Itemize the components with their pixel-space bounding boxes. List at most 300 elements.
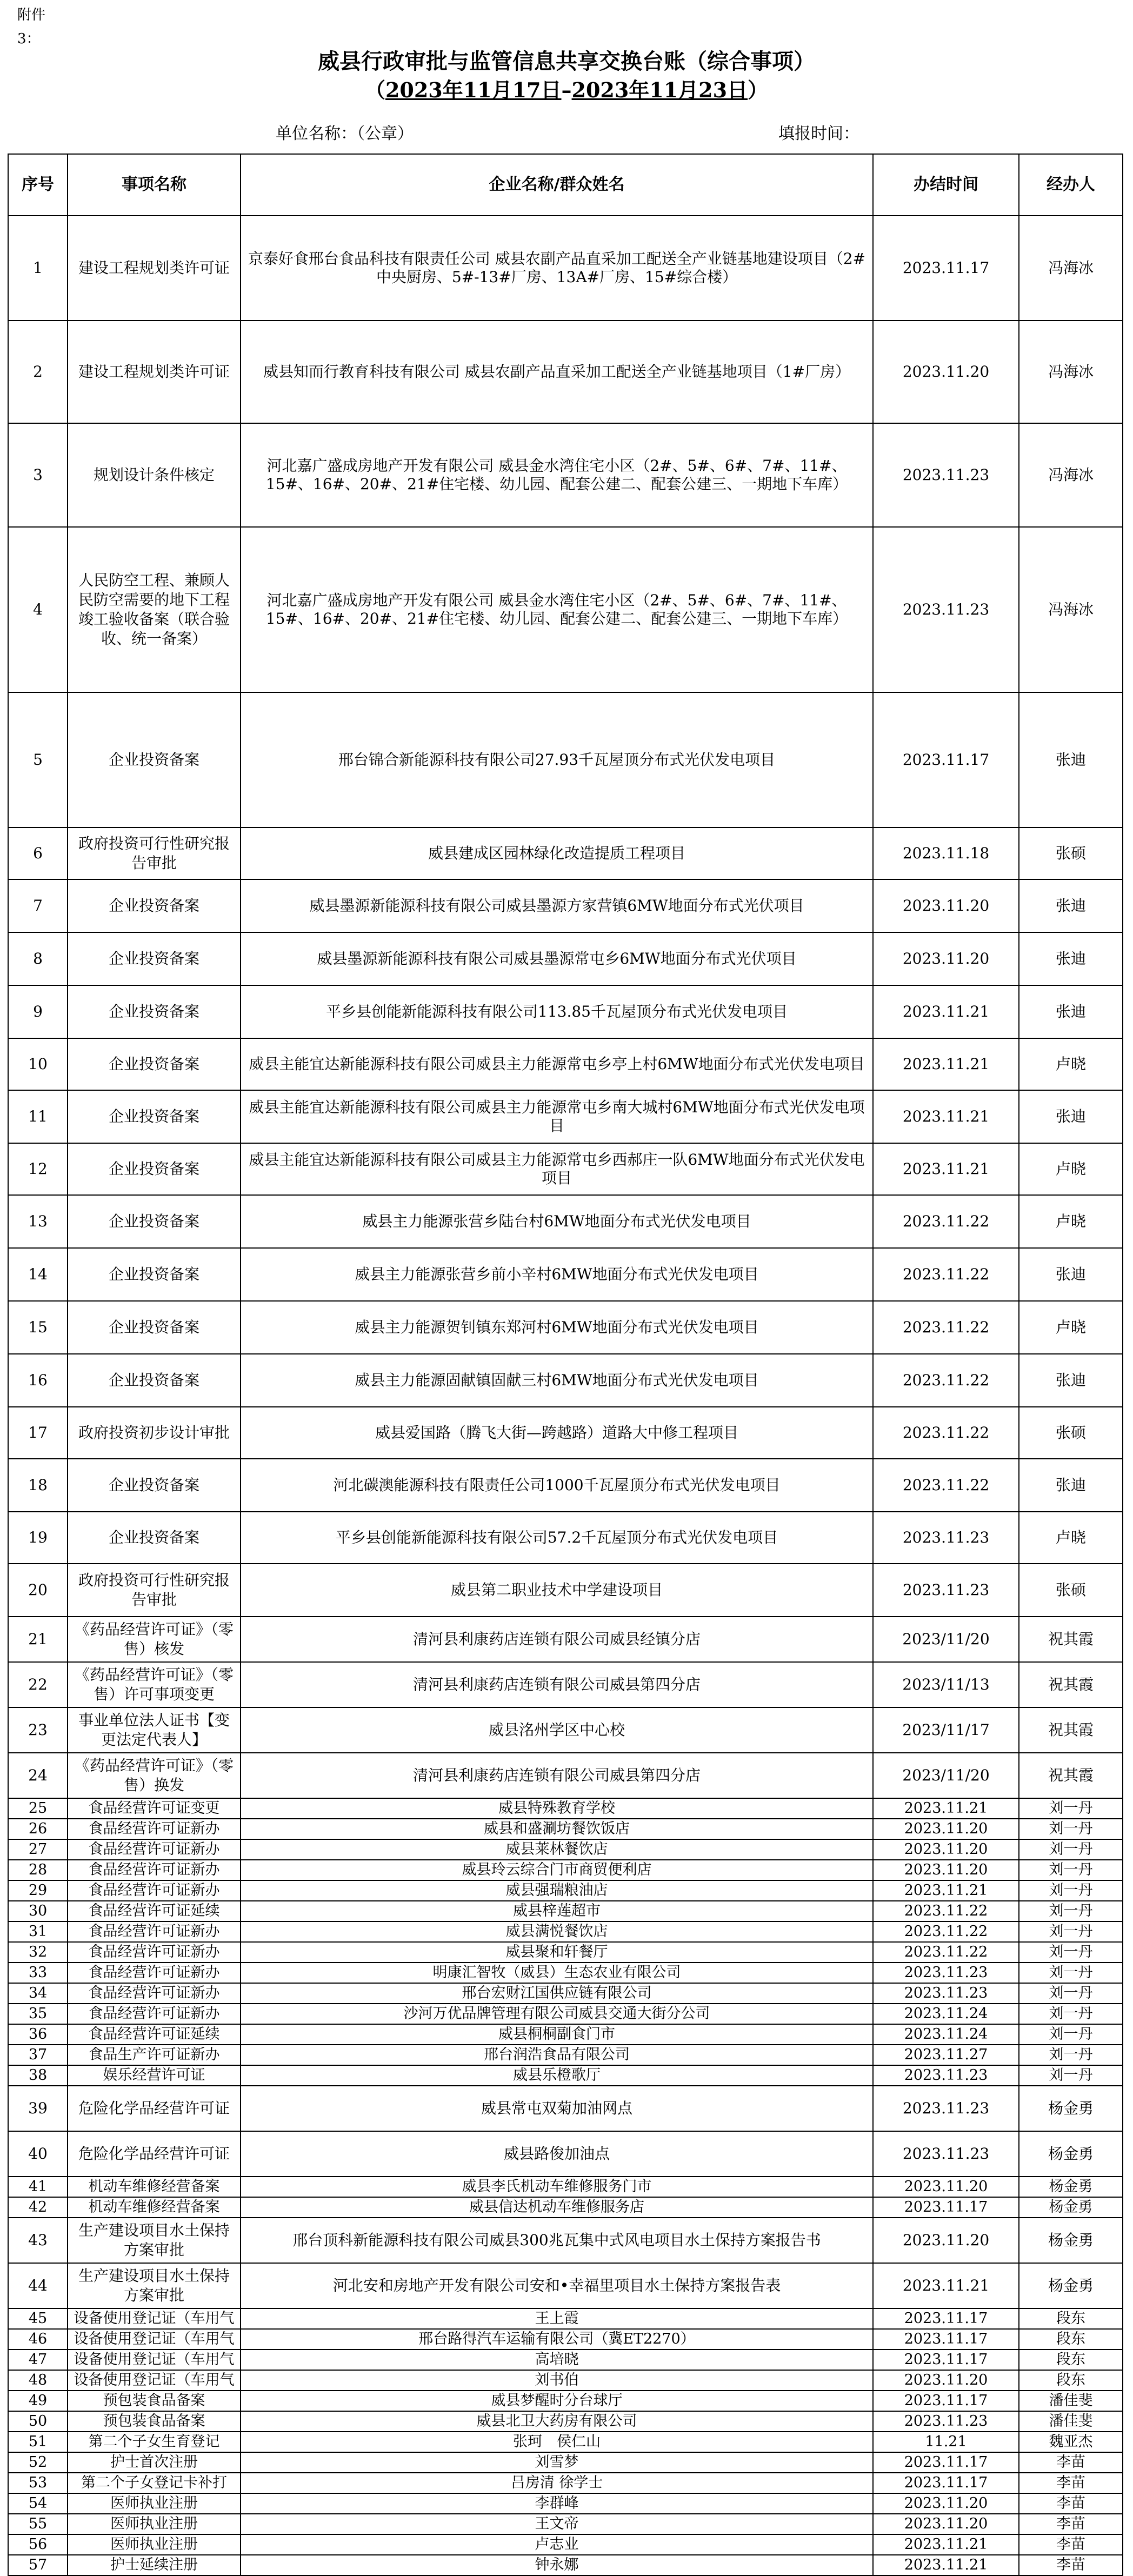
row-handler: 祝其霞 [1019,1662,1123,1707]
row-number: 4 [8,527,68,692]
row-completion-date: 2023.11.22 [873,1407,1019,1459]
table-row [8,985,1123,1038]
document-title: 威县行政审批与监管信息共享交换台账（综合事项） [318,49,815,74]
row-completion-date: 2023.11.23 [873,2131,1019,2177]
row-item-name: 危险化学品经营许可证 [68,2131,241,2177]
row-item-name: 食品经营许可证延续 [68,2024,241,2045]
row-number: 40 [8,2131,68,2177]
row-completion-date: 2023.11.20 [873,2370,1019,2391]
row-handler: 祝其霞 [1019,1753,1123,1798]
row-completion-date: 2023.11.21 [873,2534,1019,2555]
row-item-name: 政府投资初步设计审批 [68,1407,241,1459]
row-item-name: 规划设计条件核定 [68,423,241,527]
row-entity-name: 威县主力能源贺钊镇东郑河村6MW地面分布式光伏发电项目 [241,1301,873,1354]
row-number: 47 [8,2350,68,2370]
row-item-name: 食品经营许可证新办 [68,1942,241,1963]
row-entity-name: 王上霞 [241,2308,873,2329]
header-no: 序号 [8,154,68,216]
row-entity-name: 高培晓 [241,2350,873,2370]
table-row [8,1901,1123,1921]
row-item-name: 企业投资备案 [68,1459,241,1512]
row-item-name: 企业投资备案 [68,932,241,985]
row-handler: 卢晓 [1019,1512,1123,1564]
row-handler: 潘佳斐 [1019,2391,1123,2411]
table-row [8,2197,1123,2218]
row-handler: 卢晓 [1019,1143,1123,1195]
row-entity-name: 李群峰 [241,2493,873,2514]
row-completion-date: 2023/11/20 [873,1617,1019,1662]
row-item-name: 政府投资可行性研究报告审批 [68,1564,241,1617]
row-item-name: 食品经营许可证新办 [68,1819,241,1839]
row-number: 26 [8,1819,68,1839]
row-number: 36 [8,2024,68,2045]
row-entity-name: 吕房清 徐学士 [241,2473,873,2493]
row-number: 39 [8,2086,68,2131]
row-handler: 张迪 [1019,1459,1123,1512]
row-item-name: 食品经营许可证新办 [68,2004,241,2024]
row-handler: 冯海冰 [1019,321,1123,423]
table-row [8,2045,1123,2065]
row-number: 19 [8,1512,68,1564]
row-completion-date: 2023.11.20 [873,879,1019,932]
row-handler: 刘一丹 [1019,1921,1123,1942]
row-number: 10 [8,1038,68,1090]
row-handler: 刘一丹 [1019,2045,1123,2065]
header-date: 办结时间 [873,154,1019,216]
row-entity-name: 威县路俊加油点 [241,2131,873,2177]
table-row [8,1860,1123,1880]
row-completion-date: 2023.11.23 [873,423,1019,527]
row-item-name: 企业投资备案 [68,985,241,1038]
row-number: 12 [8,1143,68,1195]
table-row [8,1753,1123,1798]
row-item-name: 食品经营许可证新办 [68,1983,241,2004]
row-number: 1 [8,216,68,321]
table-row [8,2065,1123,2086]
row-number: 29 [8,1880,68,1901]
row-completion-date: 2023.11.21 [873,985,1019,1038]
table-row [8,1707,1123,1753]
row-number: 6 [8,827,68,879]
row-handler: 刘一丹 [1019,1860,1123,1880]
row-handler: 卢晓 [1019,1195,1123,1248]
row-entity-name: 威县特殊教育学校 [241,1798,873,1819]
table-row [8,1143,1123,1195]
row-completion-date: 2023.11.21 [873,1798,1019,1819]
table-row [8,2329,1123,2350]
table-row [8,1983,1123,2004]
row-completion-date: 2023.11.17 [873,2308,1019,2329]
row-number: 9 [8,985,68,1038]
row-number: 28 [8,1860,68,1880]
row-number: 38 [8,2065,68,2086]
row-completion-date: 2023.11.21 [873,1038,1019,1090]
row-completion-date: 2023/11/20 [873,1753,1019,1798]
table-row [8,1301,1123,1354]
row-entity-name: 威县李氏机动车维修服务门市 [241,2177,873,2197]
row-entity-name: 张珂 侯仁山 [241,2432,873,2452]
row-handler: 冯海冰 [1019,216,1123,321]
table-row [8,1839,1123,1860]
row-completion-date: 2023.11.23 [873,1512,1019,1564]
row-item-name: 企业投资备案 [68,1512,241,1564]
row-handler: 刘一丹 [1019,1942,1123,1963]
row-handler: 潘佳斐 [1019,2411,1123,2432]
table-row [8,1921,1123,1942]
row-item-name: 企业投资备案 [68,1354,241,1407]
table-row [8,879,1123,932]
row-number: 48 [8,2370,68,2391]
row-completion-date: 11.21 [873,2432,1019,2452]
row-number: 54 [8,2493,68,2514]
row-item-name: 娱乐经营许可证 [68,2065,241,2086]
row-number: 24 [8,1753,68,1798]
row-handler: 杨金勇 [1019,2263,1123,2308]
row-completion-date: 2023.11.17 [873,2473,1019,2493]
row-entity-name: 河北嘉广盛成房地产开发有限公司 威县金水湾住宅小区（2#、5#、6#、7#、11#、15#、16#、20#、21#住宅楼、幼儿园、配套公建二、配套公建三、一期地下车库） [241,423,873,527]
row-entity-name: 威县聚和轩餐厅 [241,1942,873,1963]
table-row [8,2411,1123,2432]
row-number: 43 [8,2218,68,2263]
row-item-name: 食品经营许可证新办 [68,1880,241,1901]
row-entity-name: 明康汇智牧（威县）生态农业有限公司 [241,1963,873,1983]
row-number: 56 [8,2534,68,2555]
table-row [8,2432,1123,2452]
row-entity-name: 平乡县创能新能源科技有限公司113.85千瓦屋顶分布式光伏发电项目 [241,985,873,1038]
table-row [8,1564,1123,1617]
header-handler: 经办人 [1019,154,1123,216]
row-handler: 张硕 [1019,827,1123,879]
row-number: 20 [8,1564,68,1617]
row-number: 18 [8,1459,68,1512]
row-handler: 张迪 [1019,985,1123,1038]
row-entity-name: 威县玲云综合门市商贸便利店 [241,1860,873,1880]
row-entity-name: 威县墨源新能源科技有限公司威县墨源常屯乡6MW地面分布式光伏项目 [241,932,873,985]
row-completion-date: 2023.11.23 [873,1564,1019,1617]
row-item-name: 护士延续注册 [68,2555,241,2575]
row-handler: 冯海冰 [1019,527,1123,692]
table-row [8,2514,1123,2534]
row-completion-date: 2023.11.22 [873,1942,1019,1963]
row-completion-date: 2023.11.22 [873,1901,1019,1921]
row-number: 31 [8,1921,68,1942]
row-entity-name: 威县莱林餐饮店 [241,1839,873,1860]
row-handler: 祝其霞 [1019,1707,1123,1753]
row-number: 23 [8,1707,68,1753]
row-number: 34 [8,1983,68,2004]
row-number: 57 [8,2555,68,2575]
row-number: 16 [8,1354,68,1407]
row-number: 53 [8,2473,68,2493]
row-entity-name: 邢台路得汽车运输有限公司（冀ET2270） [241,2329,873,2350]
fill-time-label: 填报时间： [778,124,859,143]
row-handler: 段东 [1019,2350,1123,2370]
table-header-row [8,154,1123,216]
row-item-name: 食品经营许可证新办 [68,1921,241,1942]
row-entity-name: 威县主力能源固献镇固献三村6MW地面分布式光伏发电项目 [241,1354,873,1407]
row-item-name: 机动车维修经营备案 [68,2197,241,2218]
row-completion-date: 2023.11.24 [873,2004,1019,2024]
row-item-name: 机动车维修经营备案 [68,2177,241,2197]
row-completion-date: 2023.11.21 [873,2263,1019,2308]
row-completion-date: 2023.11.23 [873,2411,1019,2432]
row-number: 49 [8,2391,68,2411]
row-item-name: 食品经营许可证新办 [68,1963,241,1983]
row-entity-name: 京泰好食邢台食品科技有限责任公司 威县农副产品直采加工配送全产业链基地建设项目（2#中央厨房、5#-13#厂房、13A#厂房、15#综合楼） [241,216,873,321]
row-completion-date: 2023.11.21 [873,1143,1019,1195]
row-entity-name: 威县主力能源张营乡前小辛村6MW地面分布式光伏发电项目 [241,1248,873,1301]
row-handler: 刘一丹 [1019,1983,1123,2004]
row-number: 32 [8,1942,68,1963]
row-completion-date: 2023.11.21 [873,1090,1019,1143]
table-row [8,2024,1123,2045]
row-handler: 张迪 [1019,692,1123,827]
row-number: 44 [8,2263,68,2308]
row-entity-name: 威县信达机动车维修服务店 [241,2197,873,2218]
table-row [8,2263,1123,2308]
row-handler: 李苗 [1019,2514,1123,2534]
row-item-name: 《药品经营许可证》（零售）换发 [68,1753,241,1798]
row-handler: 段东 [1019,2370,1123,2391]
table-row [8,1963,1123,1983]
row-handler: 李苗 [1019,2452,1123,2473]
row-handler: 刘一丹 [1019,2024,1123,2045]
table-row [8,216,1123,321]
row-number: 35 [8,2004,68,2024]
row-entity-name: 平乡县创能新能源科技有限公司57.2千瓦屋顶分布式光伏发电项目 [241,1512,873,1564]
row-handler: 刘一丹 [1019,1798,1123,1819]
table-row [8,2086,1123,2131]
table-row [8,932,1123,985]
row-number: 5 [8,692,68,827]
row-handler: 杨金勇 [1019,2131,1123,2177]
date-range: （2023年11月17日–2023年11月23日） [364,78,769,102]
row-entity-name: 清河县利康药店连锁有限公司威县第四分店 [241,1662,873,1707]
table-row [8,1942,1123,1963]
row-handler: 段东 [1019,2308,1123,2329]
row-item-name: 医师执业注册 [68,2534,241,2555]
row-completion-date: 2023/11/13 [873,1662,1019,1707]
table-row [8,527,1123,692]
table-row [8,1512,1123,1564]
row-completion-date: 2023.11.17 [873,2452,1019,2473]
row-number: 13 [8,1195,68,1248]
row-completion-date: 2023.11.20 [873,321,1019,423]
row-number: 11 [8,1090,68,1143]
row-number: 50 [8,2411,68,2432]
row-entity-name: 邢台顶科新能源科技有限公司威县300兆瓦集中式风电项目水土保持方案报告书 [241,2218,873,2263]
row-entity-name: 威县洺州学区中心校 [241,1707,873,1753]
row-handler: 张硕 [1019,1407,1123,1459]
row-entity-name: 河北嘉广盛成房地产开发有限公司 威县金水湾住宅小区（2#、5#、6#、7#、11#、15#、16#、20#、21#住宅楼、幼儿园、配套公建二、配套公建三、一期地下车库） [241,527,873,692]
row-number: 41 [8,2177,68,2197]
row-item-name: 设备使用登记证（车用气 [68,2308,241,2329]
row-entity-name: 威县爱国路（腾飞大街—跨越路）道路大中修工程项目 [241,1407,873,1459]
row-number: 7 [8,879,68,932]
row-item-name: 企业投资备案 [68,1301,241,1354]
row-entity-name: 邢台宏财江国供应链有限公司 [241,1983,873,2004]
row-item-name: 企业投资备案 [68,1248,241,1301]
row-entity-name: 威县知而行教育科技有限公司 威县农副产品直采加工配送全产业链基地项目（1#厂房） [241,321,873,423]
row-handler: 刘一丹 [1019,2004,1123,2024]
table-body [8,216,1123,2575]
row-handler: 李苗 [1019,2534,1123,2555]
row-completion-date: 2023.11.23 [873,1983,1019,2004]
table-row [8,1662,1123,1707]
row-completion-date: 2023.11.20 [873,1819,1019,1839]
row-completion-date: 2023.11.21 [873,1880,1019,1901]
row-handler: 张迪 [1019,1248,1123,1301]
row-item-name: 政府投资可行性研究报告审批 [68,827,241,879]
row-item-name: 《药品经营许可证》（零售）核发 [68,1617,241,1662]
attachment-label: 附件3： [17,7,46,47]
row-entity-name: 威县桐桐副食门市 [241,2024,873,2045]
table-row [8,1459,1123,1512]
row-entity-name: 威县梓莲超市 [241,1901,873,1921]
row-handler: 刘一丹 [1019,1819,1123,1839]
row-item-name: 生产建设项目水土保持方案审批 [68,2263,241,2308]
row-entity-name: 沙河万优品牌管理有限公司威县交通大街分公司 [241,2004,873,2024]
table-row [8,2473,1123,2493]
row-number: 25 [8,1798,68,1819]
row-completion-date: 2023.11.27 [873,2045,1019,2065]
row-item-name: 企业投资备案 [68,1090,241,1143]
row-completion-date: 2023.11.22 [873,1301,1019,1354]
table-row [8,1617,1123,1662]
row-number: 3 [8,423,68,527]
row-handler: 刘一丹 [1019,2065,1123,2086]
row-entity-name: 清河县利康药店连锁有限公司威县第四分店 [241,1753,873,1798]
row-completion-date: 2023.11.24 [873,2024,1019,2045]
table-row [8,1880,1123,1901]
row-item-name: 设备使用登记证（车用气 [68,2350,241,2370]
row-completion-date: 2023.11.23 [873,2065,1019,2086]
row-entity-name: 河北碳澳能源科技有限责任公司1000千瓦屋顶分布式光伏发电项目 [241,1459,873,1512]
row-number: 37 [8,2045,68,2065]
row-completion-date: 2023.11.18 [873,827,1019,879]
table-row [8,2350,1123,2370]
table-row [8,2308,1123,2329]
row-completion-date: 2023.11.21 [873,2555,1019,2575]
row-number: 21 [8,1617,68,1662]
header-name: 企业名称/群众姓名 [241,154,873,216]
row-completion-date: 2023.11.20 [873,932,1019,985]
row-handler: 冯海冰 [1019,423,1123,527]
row-handler: 张迪 [1019,1354,1123,1407]
row-completion-date: 2023.11.20 [873,2177,1019,2197]
row-item-name: 企业投资备案 [68,879,241,932]
ledger-table [8,154,1123,2576]
row-completion-date: 2023.11.22 [873,1195,1019,1248]
row-handler: 杨金勇 [1019,2197,1123,2218]
row-completion-date: 2023.11.17 [873,692,1019,827]
row-item-name: 企业投资备案 [68,1195,241,1248]
row-completion-date: 2023.11.22 [873,1248,1019,1301]
table-row [8,2452,1123,2473]
table-row [8,1798,1123,1819]
row-handler: 张迪 [1019,1090,1123,1143]
row-item-name: 企业投资备案 [68,1038,241,1090]
row-entity-name: 威县梦醒时分台球厅 [241,2391,873,2411]
row-entity-name: 威县满悦餐饮店 [241,1921,873,1942]
row-completion-date: 2023.11.17 [873,216,1019,321]
row-entity-name: 威县主能宜达新能源科技有限公司威县主力能源常屯乡西郝庄一队6MW地面分布式光伏发电项目 [241,1143,873,1195]
row-handler: 李苗 [1019,2555,1123,2575]
row-handler: 张硕 [1019,1564,1123,1617]
row-item-name: 危险化学品经营许可证 [68,2086,241,2131]
table-row [8,2177,1123,2197]
row-item-name: 建设工程规划类许可证 [68,321,241,423]
row-number: 45 [8,2308,68,2329]
table-row [8,1819,1123,1839]
row-completion-date: 2023.11.20 [873,1860,1019,1880]
row-entity-name: 威县主力能源张营乡陆台村6MW地面分布式光伏发电项目 [241,1195,873,1248]
row-item-name: 第二个子女登记卡补打 [68,2473,241,2493]
row-handler: 张迪 [1019,932,1123,985]
row-completion-date: 2023.11.22 [873,1354,1019,1407]
row-item-name: 食品经营许可证变更 [68,1798,241,1819]
row-completion-date: 2023.11.23 [873,527,1019,692]
row-entity-name: 威县常屯双菊加油网点 [241,2086,873,2131]
table-row [8,827,1123,879]
row-item-name: 人民防空工程、兼顾人民防空需要的地下工程竣工验收备案（联合验收、统一备案） [68,527,241,692]
row-handler: 张迪 [1019,879,1123,932]
row-entity-name: 威县强瑞粮油店 [241,1880,873,1901]
unit-name-label: 单位名称：（公章） [276,124,414,143]
row-item-name: 《药品经营许可证》（零售）许可事项变更 [68,1662,241,1707]
row-number: 8 [8,932,68,985]
table-row [8,2493,1123,2514]
row-number: 46 [8,2329,68,2350]
table-row [8,1354,1123,1407]
date-start: 2023年11月17日 [385,78,562,102]
row-completion-date: 2023.11.20 [873,2493,1019,2514]
row-entity-name: 威县墨源新能源科技有限公司威县墨源方家营镇6MW地面分布式光伏项目 [241,879,873,932]
row-item-name: 食品生产许可证新办 [68,2045,241,2065]
row-completion-date: 2023.11.23 [873,1963,1019,1983]
row-entity-name: 河北安和房地产开发有限公司安和•幸福里项目水土保持方案报告表 [241,2263,873,2308]
table-row [8,2391,1123,2411]
table-row [8,692,1123,827]
row-completion-date: 2023.11.20 [873,2218,1019,2263]
row-entity-name: 王文帝 [241,2514,873,2534]
table-row [8,2004,1123,2024]
row-number: 52 [8,2452,68,2473]
row-number: 27 [8,1839,68,1860]
row-handler: 段东 [1019,2329,1123,2350]
table-row [8,321,1123,423]
table-row [8,1248,1123,1301]
row-completion-date: 2023.11.17 [873,2391,1019,2411]
table-row [8,2370,1123,2391]
row-completion-date: 2023.11.17 [873,2197,1019,2218]
row-handler: 杨金勇 [1019,2177,1123,2197]
row-completion-date: 2023.11.17 [873,2350,1019,2370]
row-number: 42 [8,2197,68,2218]
table-row [8,1038,1123,1090]
row-entity-name: 刘书伯 [241,2370,873,2391]
row-item-name: 设备使用登记证（车用气 [68,2370,241,2391]
row-entity-name: 清河县利康药店连锁有限公司威县经镇分店 [241,1617,873,1662]
row-number: 2 [8,321,68,423]
row-item-name: 预包装食品备案 [68,2391,241,2411]
row-entity-name: 卢志业 [241,2534,873,2555]
row-completion-date: 2023.11.20 [873,1839,1019,1860]
row-number: 22 [8,1662,68,1707]
table-row [8,1090,1123,1143]
row-item-name: 生产建设项目水土保持方案审批 [68,2218,241,2263]
row-entity-name: 威县北卫大药房有限公司 [241,2411,873,2432]
